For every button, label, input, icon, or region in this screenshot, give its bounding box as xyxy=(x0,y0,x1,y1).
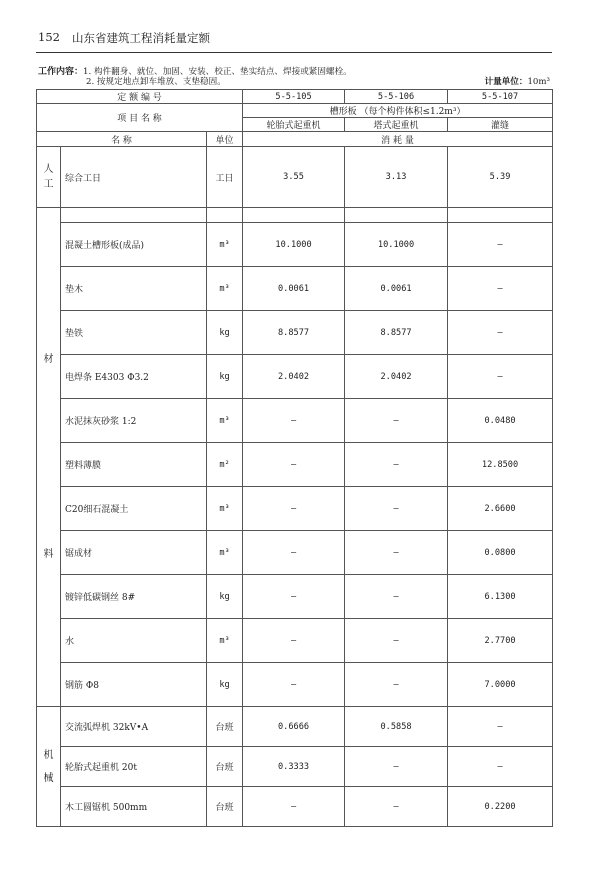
item-unit: kg xyxy=(207,355,243,399)
quota-table xyxy=(36,89,553,827)
table-row xyxy=(37,575,553,619)
item-name: 交流弧焊机 32kV•A xyxy=(61,707,207,747)
value-2: 0.5858 xyxy=(345,707,448,747)
value-3: — xyxy=(448,267,553,311)
value-3: — xyxy=(448,355,553,399)
code-2: 5-5-106 xyxy=(345,90,448,104)
value-3: 7.0000 xyxy=(448,663,553,707)
value-1: 3.55 xyxy=(243,147,345,208)
value-1: 8.8577 xyxy=(243,311,345,355)
item-name: 电焊条 E4303 Φ3.2 xyxy=(61,355,207,399)
value-1: 0.0061 xyxy=(243,267,345,311)
value-2: — xyxy=(345,487,448,531)
item-unit: 台班 xyxy=(207,707,243,747)
value-3: 2.7700 xyxy=(448,619,553,663)
value-3: 12.8500 xyxy=(448,443,553,487)
code-3: 5-5-107 xyxy=(448,90,553,104)
item-unit: kg xyxy=(207,663,243,707)
value-1: — xyxy=(243,619,345,663)
code-1: 5-5-105 xyxy=(243,90,345,104)
value-3: — xyxy=(448,223,553,267)
value-1: — xyxy=(243,531,345,575)
value-2: — xyxy=(345,747,448,787)
table-row xyxy=(37,487,553,531)
value-3: 5.39 xyxy=(448,147,553,208)
item-unit: m³ xyxy=(207,223,243,267)
value-2: 8.8577 xyxy=(345,311,448,355)
value-2: 10.1000 xyxy=(345,223,448,267)
item-unit: m³ xyxy=(207,531,243,575)
code-header: 定 额 编 号 xyxy=(37,90,243,104)
table-row xyxy=(37,208,553,223)
table-row xyxy=(37,223,553,267)
value-2: — xyxy=(345,787,448,827)
value-3: 6.1300 xyxy=(448,575,553,619)
table-row xyxy=(37,619,553,663)
value-3: 0.0800 xyxy=(448,531,553,575)
header-rule xyxy=(36,52,552,53)
category-labor: 人 工 xyxy=(37,147,61,208)
value-2: 0.0061 xyxy=(345,267,448,311)
value-2: 3.13 xyxy=(345,147,448,208)
item-unit: kg xyxy=(207,311,243,355)
work-content-line2: 2. 按规定地点卸车堆放、支垫稳固。 xyxy=(86,77,226,87)
value-2: 2.0402 xyxy=(345,355,448,399)
page-number: 152 xyxy=(38,30,60,44)
table-row xyxy=(37,355,553,399)
value-1: — xyxy=(243,663,345,707)
item-unit: m³ xyxy=(207,267,243,311)
item-name: 钢筋 Φ8 xyxy=(61,663,207,707)
table-row xyxy=(37,443,553,487)
table-row xyxy=(37,663,553,707)
value-2: — xyxy=(345,663,448,707)
item-unit: m³ xyxy=(207,399,243,443)
value-1: — xyxy=(243,487,345,531)
item-unit: m² xyxy=(207,443,243,487)
code-row xyxy=(37,90,553,104)
item-header: 项 目 名 称 xyxy=(37,104,243,132)
group-title: 槽形板 （每个构件体积≤1.2m³） xyxy=(243,104,553,118)
page-header xyxy=(38,30,552,46)
sub-item-3: 灌缝 xyxy=(448,118,553,132)
table-row xyxy=(37,531,553,575)
value-2: — xyxy=(345,619,448,663)
item-unit: m³ xyxy=(207,487,243,531)
sub-item-1: 轮胎式起重机 xyxy=(243,118,345,132)
value-3: 0.2200 xyxy=(448,787,553,827)
value-1: 2.0402 xyxy=(243,355,345,399)
item-name: 水 xyxy=(61,619,207,663)
item-name: 水泥抹灰砂浆 1:2 xyxy=(61,399,207,443)
item-name: 塑料薄膜 xyxy=(61,443,207,487)
item-name: 垫铁 xyxy=(61,311,207,355)
item-unit: 台班 xyxy=(207,747,243,787)
value-3: — xyxy=(448,311,553,355)
value-2: — xyxy=(345,399,448,443)
item-name: 镀锌低碳钢丝 8# xyxy=(61,575,207,619)
value-2: — xyxy=(345,443,448,487)
table-row xyxy=(37,787,553,827)
value-3: — xyxy=(448,747,553,787)
work-content-line1: 1. 构件翻身、就位、加固、安装、校正、垫实结点、焊接或紧固螺栓。 xyxy=(83,67,352,77)
value-1: 10.1000 xyxy=(243,223,345,267)
value-3: — xyxy=(448,707,553,747)
table-row xyxy=(37,399,553,443)
category-machinery: 机 械 xyxy=(37,707,61,827)
table-row xyxy=(37,311,553,355)
value-2: — xyxy=(345,575,448,619)
value-1: — xyxy=(243,399,345,443)
value-1: — xyxy=(243,787,345,827)
table-row xyxy=(37,267,553,311)
item-unit: 工日 xyxy=(207,147,243,208)
table-row xyxy=(37,707,553,747)
book-title: 山东省建筑工程消耗量定额 xyxy=(71,31,210,45)
item-name: 垫木 xyxy=(61,267,207,311)
measure-unit-label: 计量单位： xyxy=(484,77,528,87)
item-name: 木工圆锯机 500mm xyxy=(61,787,207,827)
category-material: 材 料 xyxy=(37,208,61,707)
item-unit: m³ xyxy=(207,619,243,663)
item-name: 综合工日 xyxy=(61,147,207,208)
item-name: 混凝土槽形板(成品) xyxy=(61,223,207,267)
value-1: 0.6666 xyxy=(243,707,345,747)
table-row xyxy=(37,147,553,208)
value-1: — xyxy=(243,575,345,619)
value-3: 2.6600 xyxy=(448,487,553,531)
item-unit: 台班 xyxy=(207,787,243,827)
col-unit: 单位 xyxy=(207,132,243,147)
col-name: 名 称 xyxy=(37,132,207,147)
item-name: 轮胎式起重机 20t xyxy=(61,747,207,787)
group-row xyxy=(37,104,553,118)
value-1: 0.3333 xyxy=(243,747,345,787)
value-2: — xyxy=(345,531,448,575)
item-unit: kg xyxy=(207,575,243,619)
value-3: 0.0480 xyxy=(448,399,553,443)
item-name: 锯成材 xyxy=(61,531,207,575)
sub-item-2: 塔式起重机 xyxy=(345,118,448,132)
col-consume: 消 耗 量 xyxy=(243,132,553,147)
column-header-row xyxy=(37,132,553,147)
item-name: C20细石混凝土 xyxy=(61,487,207,531)
table-row xyxy=(37,747,553,787)
value-1: — xyxy=(243,443,345,487)
measure-unit xyxy=(484,77,550,87)
work-content-label: 工作内容： xyxy=(38,67,84,77)
measure-unit-value: 10m³ xyxy=(527,77,550,87)
work-content xyxy=(38,67,552,87)
